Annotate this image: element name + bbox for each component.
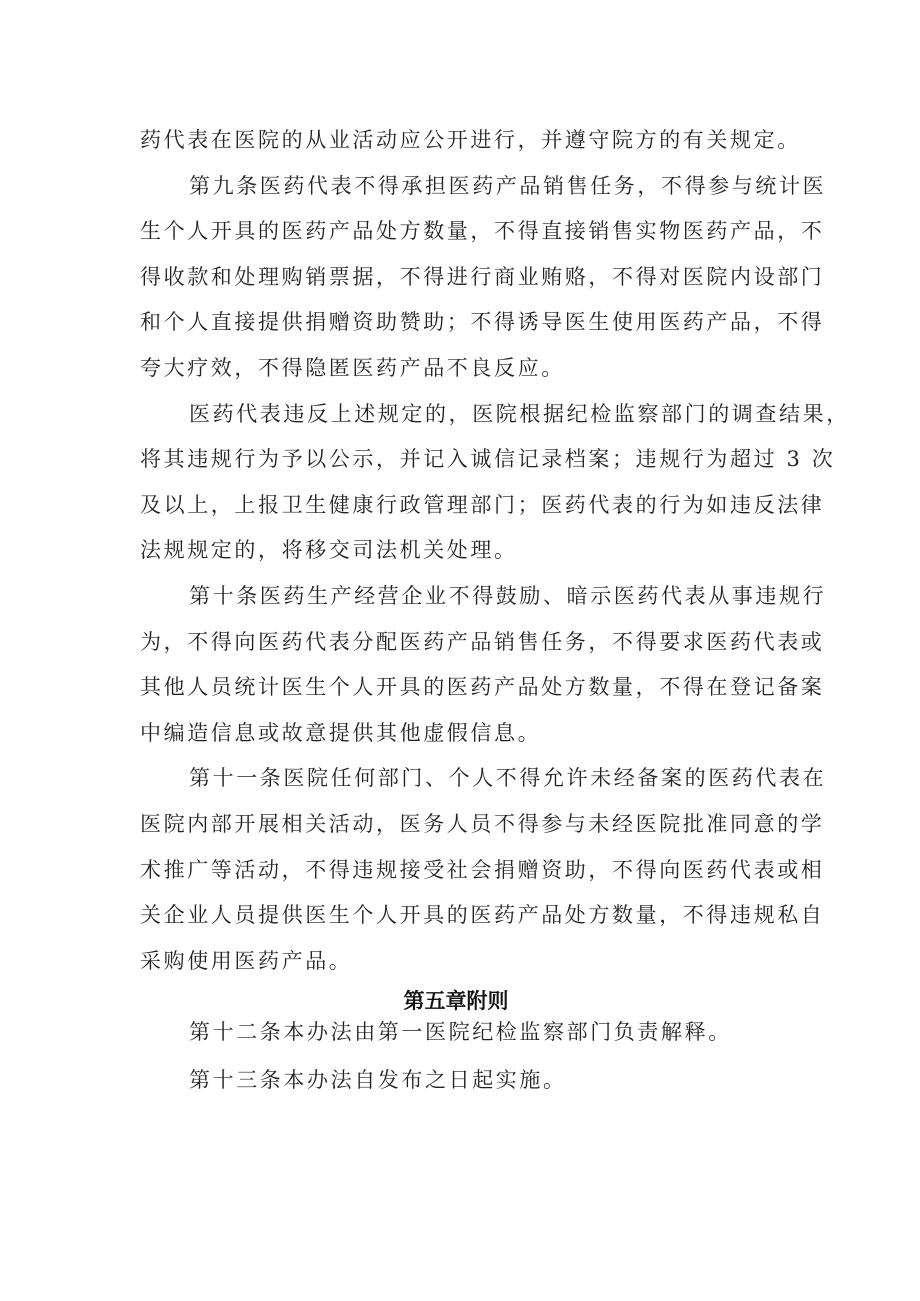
text-line: 中编造信息或故意提供其他虚假信息。 [140, 720, 542, 745]
text-line: 夸大疗效，不得隐匿医药产品不良反应。 [140, 355, 565, 380]
text-line: 采购使用医药产品。 [140, 948, 353, 973]
text-line: 第九条医药代表不得承担医药产品销售任务，不得参与统计医 [189, 173, 827, 198]
text-line: 关企业人员提供医生个人开具的医药产品处方数量，不得违规私自 [140, 903, 825, 928]
text-line: 生个人开具的医药产品处方数量，不得直接销售实物医药产品，不 [140, 219, 825, 244]
paragraph-continuation [140, 118, 801, 164]
text-line: 其他人员统计医生个人开具的医药产品处方数量，不得在登记备案 [140, 675, 825, 700]
text-line: 医院内部开展相关活动，医务人员不得参与未经医院批准同意的学 [140, 811, 825, 836]
text-line: 术推广等活动，不得违规接受社会捐赠资助，不得向医药代表或相 [140, 857, 825, 882]
text-line: 第十一条医院任何部门、个人不得允许未经备案的医药代表在 [189, 766, 827, 791]
article-12-paragraph: 第十二条本办法由第一医院纪检监察部门负责解释。 [189, 1020, 732, 1045]
text-line: 得收款和处理购销票据，不得进行商业贿赂，不得对医院内设部门 [140, 264, 825, 289]
text-line: 法规规定的，将移交司法机关处理。 [140, 538, 518, 563]
text-line: 及以上，上报卫生健康行政管理部门；医药代表的行为如违反法律 [140, 492, 825, 517]
chapter-heading: 第五章附则 [403, 989, 509, 1014]
text-line: 药代表在医院的从业活动应公开进行，并遵守院方的有关规定。 [140, 128, 801, 152]
text-line: 为，不得向医药代表分配医药产品销售任务，不得要求医药代表或 [140, 629, 825, 654]
text-line: 和个人直接提供捐赠资助赞助；不得诱导医生使用医药产品，不得 [140, 310, 825, 335]
article-10-paragraph [140, 574, 827, 756]
article-13-paragraph: 第十三条本办法自发布之日起实施。 [189, 1068, 567, 1093]
article-9-paragraph [140, 164, 827, 392]
text-line: 第十条医药生产经营企业不得鼓励、暗示医药代表从事违规行 [189, 583, 827, 608]
document-page [140, 118, 850, 1104]
text-line: 医药代表违反上述规定的，医院根据纪检监察部门的调查结果， [189, 401, 850, 426]
text-line: 将其违规行为予以公示，并记入诚信记录档案；违规行为超过 3 次 [140, 447, 836, 472]
violation-paragraph [140, 392, 850, 574]
article-11-paragraph [140, 756, 827, 984]
